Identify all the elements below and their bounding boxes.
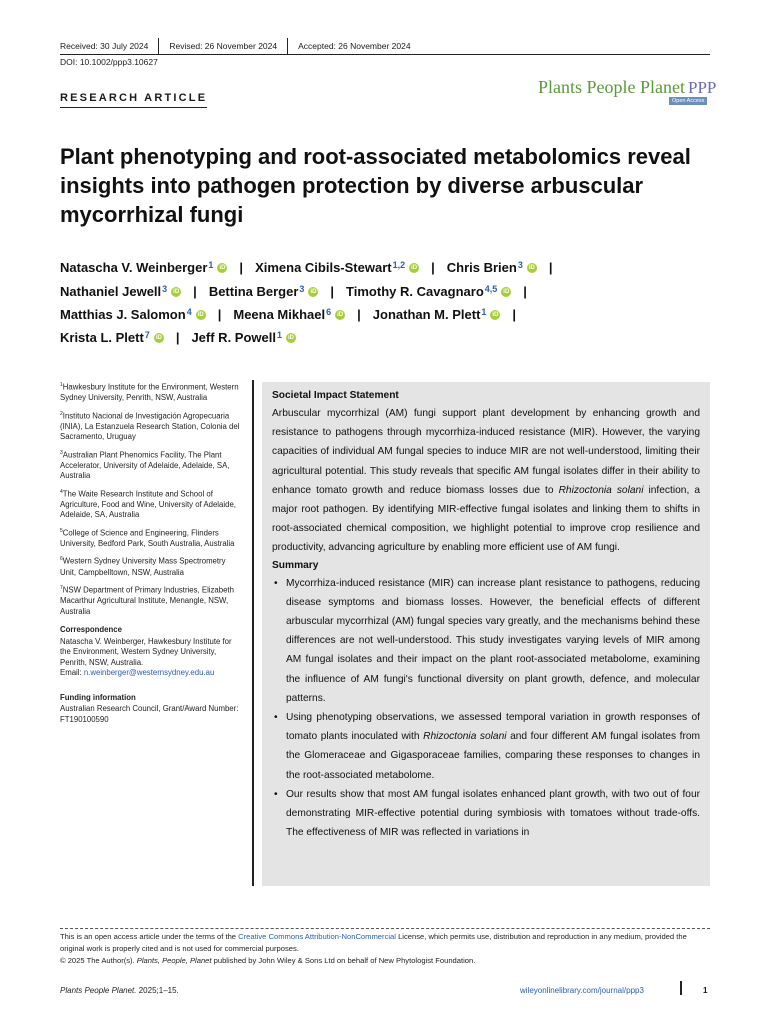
author-separator: |	[431, 260, 435, 275]
header-rule	[60, 54, 710, 55]
copyright-journal: Plants, People, Planet	[136, 956, 212, 965]
open-access-badge: Open Access	[669, 97, 707, 105]
author-separator: |	[175, 330, 180, 345]
affiliation-text: College of Science and Engineering, Flinders University, Bedford Park, South Australia, Australia	[60, 528, 235, 548]
affiliation-text: Instituto Nacional de Investigación Agropecuaria (INIA), La Estanzuela Research Station, Colonia del Sacramento, Uruguay	[60, 411, 240, 442]
funding-text: Australian Research Council, Grant/Award Number: FT190100590	[60, 704, 239, 724]
affiliation-sup: 3	[162, 283, 168, 294]
license-text-part: This is an open access article under the terms of the	[60, 932, 239, 941]
affiliation	[60, 583, 240, 617]
affiliations-column	[60, 380, 240, 725]
doi[interactable]: DOI: 10.1002/ppp3.10627	[60, 57, 158, 67]
affiliation	[60, 448, 240, 482]
author-line-3	[60, 307, 528, 322]
affiliation	[60, 526, 240, 550]
bullet-text: and four different AM fungal isolates from the Glomeraceae and Gigasporaceae families, comparing these responses to changes in the root-associated metabolome.	[286, 731, 700, 781]
orcid-icon[interactable]: iD	[310, 288, 317, 295]
affiliation	[60, 380, 240, 404]
affiliation-text: Hawkesbury Institute for the Environment, Western Sydney University, Penrith, NSW, Australia	[60, 382, 239, 403]
author-separator: |	[357, 307, 361, 322]
affiliation-sup: 1,2	[392, 259, 406, 270]
correspondence-text: Natascha V. Weinberger, Hawkesbury Institute for the Environment, Western Sydney University, Penrith, NSW, Australia.	[60, 636, 232, 667]
orcid-icon[interactable]: iD	[288, 334, 294, 341]
author-separator: |	[512, 307, 517, 322]
author-separator: |	[193, 284, 197, 299]
affiliation-text: The Waite Research Institute and School of Agriculture, Food and Wine, University of Adelaide, Adelaide, SA, Australia	[60, 489, 236, 520]
orcid-icon[interactable]: iD	[219, 264, 226, 271]
author-line-1	[60, 260, 565, 275]
affiliation-text: NSW Department of Primary Industries, Elizabeth Macarthur Agricultural Institute, Menangle, NSW, Australia	[60, 585, 234, 616]
license-text-part: License, which permits use, distribution and reproduction in any medium, provided the original work is properly cited and is not used for commercial purposes.	[60, 932, 687, 953]
journal-logo-mark: PPP	[688, 78, 717, 97]
summary-heading: Summary	[272, 559, 319, 571]
affiliation-number: 3	[60, 449, 63, 456]
orcid-icon[interactable]: iD	[492, 311, 499, 318]
author-name[interactable]: Jonathan M. Plett	[372, 307, 481, 322]
license-link[interactable]: Creative Commons Attribution-NonCommercial	[238, 932, 396, 941]
author-name[interactable]: Nathaniel Jewell	[60, 284, 162, 299]
summary-bullet: • Mycorrhiza-induced resistance (MIR) can increase plant resistance to pathogens, reducing disease symptoms and biomass losses. However, the beneficial effects of different arbuscular mycorrhizal (AM) fungal species vary greatly, and the mechanisms behind these differences are not well-understood. This study investigates varying levels of MIR among AM fungal isolates and their impact on the plant root-associated metabolome, examining the influence of AM fungi's functional diversity on plant growth, defence, and molecular patterns.	[272, 574, 700, 708]
revised-date: Revised: 26 November 2024	[169, 41, 278, 51]
footer-url[interactable]: wileyonlinelibrary.com/journal/ppp3	[520, 986, 644, 995]
affiliation-number: 6	[60, 556, 63, 563]
footer-year-pages: 2025;1–15.	[136, 986, 179, 995]
impact-heading: Societal Impact Statement	[272, 390, 399, 401]
correspondence-heading: Correspondence	[60, 625, 122, 635]
received-date: Received: 30 July 2024	[60, 41, 149, 51]
author-name[interactable]: Jeff R. Powell	[191, 330, 276, 345]
abstract-box	[262, 382, 710, 886]
author-name[interactable]: Matthias J. Salomon	[60, 307, 186, 322]
orcid-icon[interactable]: iD	[528, 264, 535, 271]
affiliation-sup: 1	[276, 329, 282, 340]
article-type: RESEARCH ARTICLE	[60, 92, 207, 108]
orcid-icon[interactable]: iD	[503, 288, 510, 295]
email-link[interactable]: n.weinberger@westernsydney.edu.au	[83, 668, 215, 678]
affiliation-sup: 3	[299, 283, 305, 294]
author-separator: |	[330, 284, 335, 299]
footer-citation	[60, 986, 179, 995]
affiliation-text: Australian Plant Phenomics Facility, The Plant Accelerator, University of Adelaide, Adelaide, SA, Australia	[60, 450, 230, 481]
author-name[interactable]: Ximena Cibils-Stewart	[255, 260, 392, 275]
impact-species: Rhizoctonia solani	[558, 484, 644, 496]
affiliation-sup: 4,5	[484, 283, 498, 294]
affiliation	[60, 487, 240, 521]
author-separator: |	[239, 260, 244, 275]
copyright-text: © 2025 The Author(s).	[60, 956, 137, 965]
author-separator: |	[548, 260, 553, 275]
copyright	[60, 955, 710, 967]
author-name[interactable]: Chris Brien	[446, 260, 517, 275]
author-name[interactable]: Natascha V. Weinberger	[60, 260, 208, 275]
author-name[interactable]: Krista L. Plett	[60, 330, 144, 345]
orcid-icon[interactable]: iD	[155, 334, 162, 341]
affiliation-number: 5	[60, 527, 63, 534]
summary-bullet: • Our results show that most AM fungal isolates enhanced plant growth, with two out of four demonstrating MIR-effective potential during symbiosis with tomatoes without trade-offs. The effectiveness of MIR was reflected in variations in	[272, 785, 700, 843]
author-line-4	[60, 330, 296, 345]
journal-logo-text: Plants People Planet	[538, 77, 685, 97]
summary-list	[272, 574, 700, 843]
affiliation-text: Western Sydney University Mass Spectrometry Unit, Campbelltown, NSW, Australia	[60, 557, 226, 577]
affiliation-sup: 7	[144, 329, 150, 340]
affiliation-number: 2	[60, 410, 63, 417]
orcid-icon[interactable]: iD	[197, 311, 204, 318]
bullet-species: Rhizoctonia solani	[423, 731, 507, 743]
affiliation-sup: 1	[208, 259, 214, 270]
orcid-icon[interactable]: iD	[337, 311, 344, 318]
affiliation-number: 1	[60, 382, 63, 388]
footer-rule	[60, 928, 710, 929]
affiliation	[60, 409, 240, 443]
affiliation-sup: 3	[517, 259, 523, 270]
orcid-icon[interactable]: iD	[173, 288, 180, 295]
license-text	[60, 931, 710, 955]
impact-statement	[272, 404, 700, 558]
publication-dates	[60, 38, 411, 54]
author-line-2	[60, 284, 539, 299]
affiliation-number: 7	[60, 585, 63, 592]
author-separator: |	[217, 307, 222, 322]
affiliation-sup: 1	[481, 306, 487, 317]
author-name[interactable]: Timothy R. Cavagnaro	[346, 284, 484, 299]
impact-text: infection, a major root pathogen. By identifying MIR-effective fungal isolates and linking them to shifts in root-associated chemical composition, we highlight potential to improve crop resilience and productivity, advancing agriculture by enabling more efficient use of AM fungi.	[272, 484, 700, 554]
email-label: Email:	[60, 668, 84, 678]
copyright-text: published by John Wiley & Sons Ltd on behalf of New Phytologist Foundation.	[211, 956, 476, 965]
affiliation-number: 4	[60, 488, 63, 495]
journal-logo[interactable]	[538, 77, 716, 98]
footer-divider	[680, 981, 682, 995]
accepted-date: Accepted: 26 November 2024	[298, 41, 411, 51]
orcid-icon[interactable]: iD	[411, 264, 418, 271]
author-separator: |	[523, 284, 527, 299]
column-divider	[252, 380, 254, 886]
divider	[158, 38, 159, 54]
affiliation-sup: 4	[186, 306, 192, 317]
license-notice	[60, 931, 710, 967]
footer-journal: Plants People Planet.	[60, 986, 137, 995]
divider	[287, 38, 288, 54]
article-title: Plant phenotyping and root-associated metabolomics reveal insights into pathogen protection by diverse arbuscular mycorrhizal fungi	[60, 144, 691, 227]
summary-bullet	[272, 708, 700, 785]
bullet-text: Using phenotyping observations, we assessed temporal variation in growth responses of tomato plants inoculated with	[286, 712, 700, 743]
author-name[interactable]: Meena Mikhael	[233, 307, 326, 322]
correspondence-email	[60, 668, 240, 679]
page-number: 1	[703, 986, 708, 995]
affiliation	[60, 554, 240, 578]
funding-heading: Funding information	[60, 692, 136, 702]
affiliation-sup: 6	[326, 306, 332, 317]
impact-text: Arbuscular mycorrhizal (AM) fungi support plant development by enhancing growth and resistance to pathogens through mycorrhiza-induced resistance (MIR). However, the varying capacities of individual AM fungal species to induce MIR are not well-understood, limiting their agricultural potential. This study reveals that specific AM fungal isolates differ in their ability to enhance tomato growth and reduce biomass losses due to	[272, 408, 700, 496]
author-name[interactable]: Bettina Berger	[208, 284, 299, 299]
